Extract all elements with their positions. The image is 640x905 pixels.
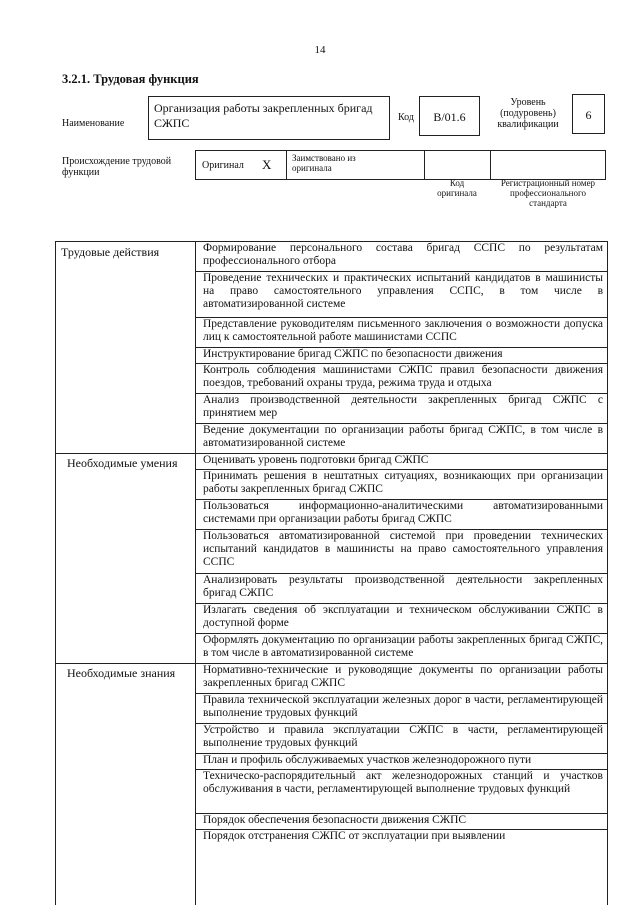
action-item: Представление руководителям письменного заключения о возможности допуска лиц к самостоятельной работе машинистами ССПС bbox=[203, 318, 603, 343]
skill-item: Пользоваться информационно-аналитическими автоматизированными системами при организации работы бригад СЖПС bbox=[203, 500, 603, 525]
action-item: Контроль соблюдения машинистами СЖПС правил безопасности движения поездов, требований охраны труда, режима труда и отдыха bbox=[203, 364, 603, 389]
action-item: Анализ производственной деятельности закрепленных бригад СЖПС с принятием мер bbox=[203, 394, 603, 419]
origin-label: Происхождение трудовой функции bbox=[62, 156, 172, 178]
section-label-skills: Необходимые умения bbox=[67, 456, 178, 470]
skill-item: Анализировать результаты производственной деятельности закрепленных бригад СЖПС bbox=[203, 574, 603, 599]
level-label: Уровень (подуровень) квалификации bbox=[497, 97, 559, 130]
skill-item: Оценивать уровень подготовки бригад СЖПС bbox=[203, 454, 429, 466]
action-item: Ведение документации по организации работы бригад СЖПС, в том числе в автоматизированной системе bbox=[203, 424, 603, 449]
reg-number-label: Регистрационный номер профессионального стандарта bbox=[500, 178, 596, 208]
knowledge-item: План и профиль обслуживаемых участков железнодорожного пути bbox=[203, 754, 532, 766]
code-label: Код bbox=[398, 112, 414, 123]
name-label: Наименование bbox=[62, 118, 125, 129]
code-value: B/01.6 bbox=[433, 110, 466, 124]
knowledge-item: Техническо-распорядительный акт железнодорожных станций и участков обслуживания в части, регламентирующей выполнение трудовых функций bbox=[203, 770, 603, 795]
original-label: Оригинал bbox=[202, 160, 244, 171]
skill-item: Излагать сведения об эксплуатации и техническом обслуживании СЖПС в доступной форме bbox=[203, 604, 603, 629]
borrowed-label: Заимствовано из оригинала bbox=[292, 153, 356, 173]
section-label-knowledge: Необходимые знания bbox=[67, 666, 176, 680]
page-number: 14 bbox=[314, 44, 326, 56]
name-value: Организация работы закрепленных бригад СЖПС bbox=[154, 101, 373, 130]
action-item: Инструктирование бригад СЖПС по безопасности движения bbox=[203, 348, 503, 360]
main-table bbox=[55, 241, 608, 905]
skill-item: Пользоваться автоматизированной системой при проведении технических испытаний кандидатов в машинисты на право самостоятельного управления ССПС bbox=[203, 530, 603, 568]
level-value-box bbox=[572, 94, 605, 134]
knowledge-item: Порядок обеспечения безопасности движения СЖПС bbox=[203, 814, 467, 826]
action-item: Проведение технических и практических испытаний кандидатов в машинисты на право самостоятельного управления ССПС, в том числе в автоматизированной системе bbox=[203, 272, 603, 310]
knowledge-item: Нормативно-технические и руководящие документы по организации работы закрепленных бригад СЖПС bbox=[203, 664, 603, 689]
knowledge-item: Правила технической эксплуатации железных дорог в части, регламентирующей выполнение трудовых функций bbox=[203, 694, 603, 719]
origin-table bbox=[195, 150, 606, 180]
original-mark: X bbox=[262, 157, 272, 172]
code-original-label: Код оригинала bbox=[437, 178, 477, 198]
knowledge-item: Устройство и правила эксплуатации СЖПС в части, регламентирующей выполнение трудовых функций bbox=[203, 724, 603, 749]
code-value-box bbox=[419, 96, 480, 136]
skill-item: Принимать решения в нештатных ситуациях, возникающих при организации работы закрепленных бригад СЖПС bbox=[203, 470, 603, 495]
section-label-actions: Трудовые действия bbox=[61, 245, 160, 259]
action-item: Формирование персонального состава бригад ССПС по результатам профессионального отбора bbox=[203, 242, 603, 267]
skill-item: Оформлять документацию по организации работы закрепленных бригад СЖПС, в том числе в автоматизированной системе bbox=[203, 634, 603, 659]
level-value: 6 bbox=[585, 108, 592, 122]
name-value-box bbox=[148, 96, 390, 140]
section-title: 3.2.1. Трудовая функция bbox=[62, 72, 199, 86]
knowledge-item: Порядок отстранения СЖПС от эксплуатации при выявлении bbox=[203, 830, 506, 842]
